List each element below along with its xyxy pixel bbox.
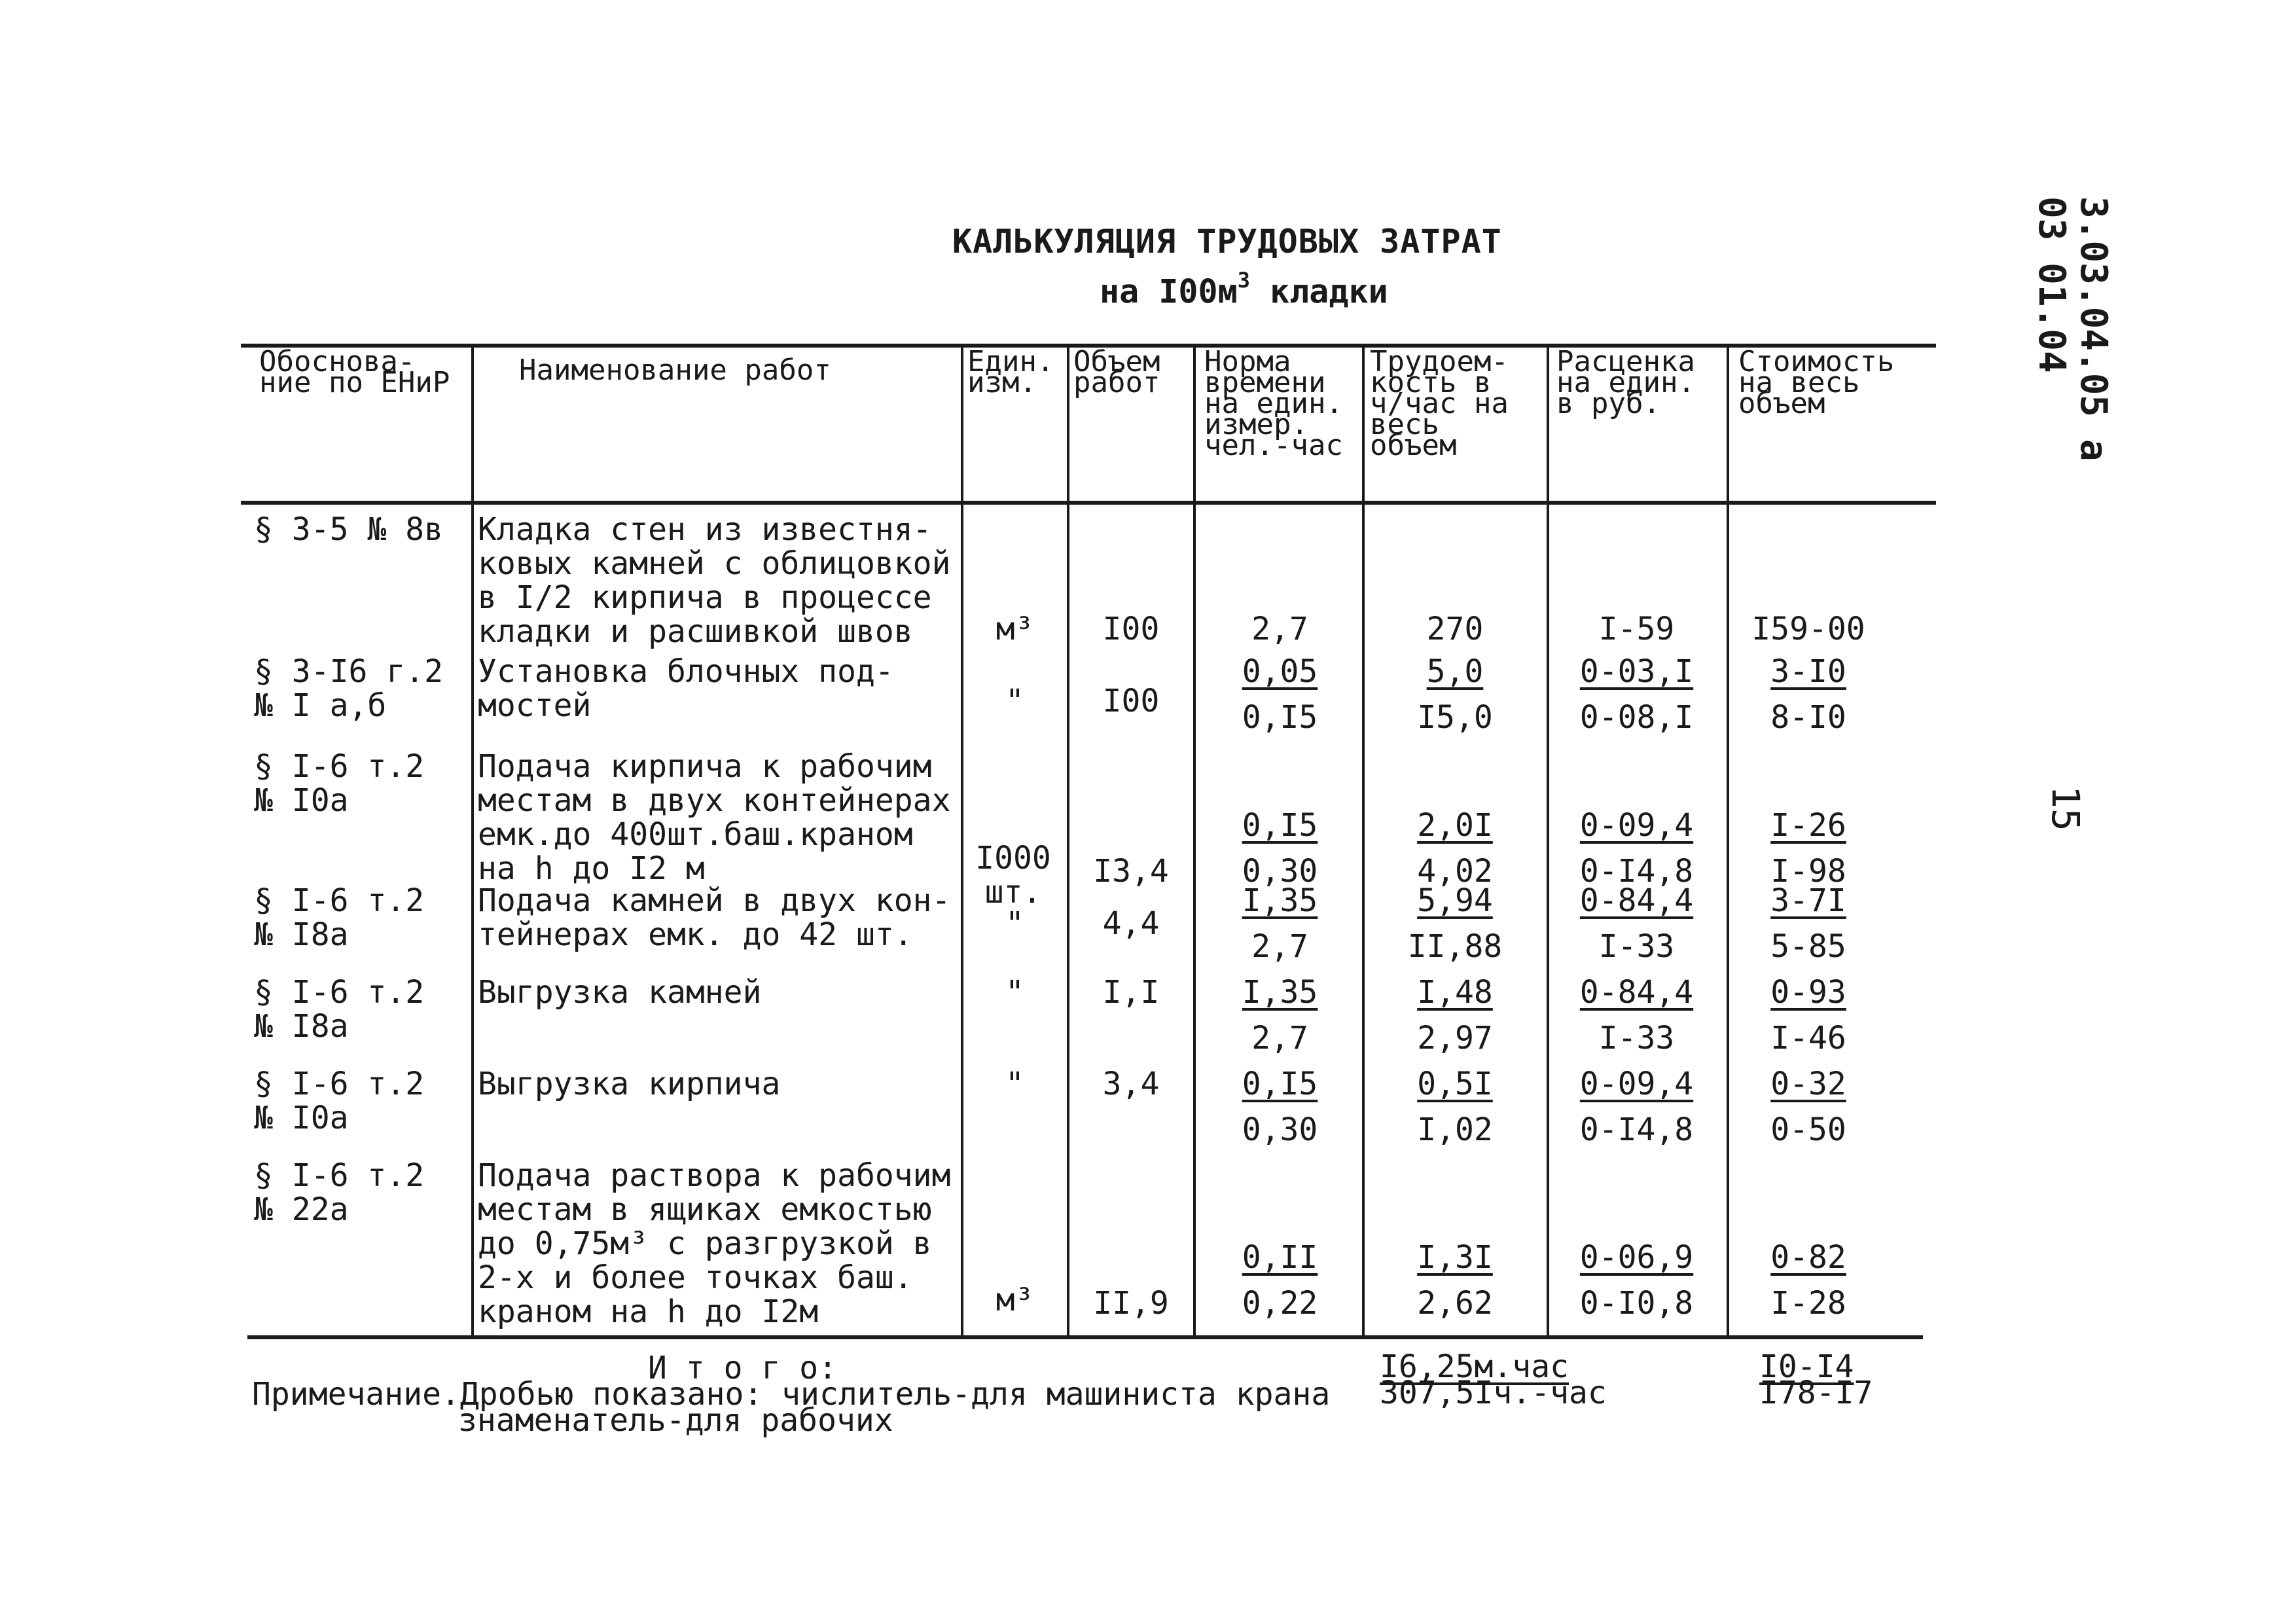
row-5-rate-denominator: I-33 — [1598, 1020, 1675, 1056]
row-4-work: Подача камней в двух кон- тейнерах емк. до 42 шт. — [478, 882, 951, 953]
row-4-rate — [1550, 884, 1723, 964]
row-6-rate-numerator: 0-09,4 — [1579, 1066, 1694, 1102]
subtitle-suffix: кладки — [1249, 272, 1388, 311]
row-4-cost-numerator: 3-7I — [1770, 882, 1846, 919]
column-divider — [471, 344, 474, 1337]
row-2-work: Установка блочных под- мостей — [478, 653, 894, 724]
row-4-unit: " — [1005, 905, 1024, 942]
row-1-unit: м³ — [996, 611, 1034, 647]
row-3-norm-denominator: 0,30 — [1242, 853, 1318, 890]
note-line-2: знаменатель-для рабочих — [458, 1402, 893, 1439]
row-4-cost — [1730, 884, 1887, 964]
row-1-work: Кладка стен из известня- ковых камней с облицовкой в I/2 кирпича в процессе кладки и расшивкой швов — [478, 511, 951, 650]
column-divider — [1067, 344, 1069, 1337]
row-2-norm — [1200, 655, 1360, 734]
row-4-basis: § I-6 т.2 № I8а — [254, 882, 425, 953]
row-5-basis: § I-6 т.2 № I8а — [254, 974, 425, 1045]
row-3-norm-numerator: 0,I5 — [1242, 807, 1318, 844]
header-cost: Стоимость на весь объем — [1738, 345, 1895, 420]
row-5-volume: I,I — [1102, 974, 1160, 1011]
row-3-unit: I000 шт. — [975, 840, 1051, 911]
row-2-cost-denominator: 8-I0 — [1770, 699, 1846, 736]
row-3-norm — [1200, 808, 1360, 888]
row-6-cost-numerator: 0-32 — [1770, 1066, 1846, 1102]
column-divider — [1362, 344, 1365, 1337]
row-6-cost — [1730, 1067, 1887, 1147]
document-subtitle — [1100, 268, 1388, 311]
row-7-rate-denominator: 0-I0,8 — [1579, 1285, 1694, 1322]
row-3-basis: § I-6 т.2 № I0а — [254, 748, 425, 819]
document-code — [2016, 196, 2134, 537]
row-3-cost-denominator: I-98 — [1770, 853, 1846, 890]
row-4-norm-numerator: I,35 — [1242, 882, 1318, 919]
row-4-rate-numerator: 0-84,4 — [1579, 882, 1694, 919]
row-6-labor-numerator: 0,5I — [1417, 1066, 1493, 1102]
total-label: И т о г о: — [648, 1350, 837, 1386]
row-6-norm-numerator: 0,I5 — [1242, 1066, 1318, 1102]
column-divider — [1547, 344, 1549, 1337]
row-2-rate-numerator: 0-03,I — [1579, 653, 1694, 690]
header-norm: Норма времени на един. измер. чел.-час — [1204, 345, 1343, 462]
row-5-norm — [1200, 975, 1360, 1055]
row-3-cost — [1730, 808, 1887, 888]
row-5-labor-numerator: I,48 — [1417, 974, 1493, 1011]
row-6-work: Выгрузка кирпича — [478, 1066, 781, 1102]
row-2-labor-denominator: I5,0 — [1417, 699, 1493, 736]
row-6-labor-denominator: I,02 — [1417, 1111, 1493, 1148]
row-2-volume: I00 — [1102, 683, 1160, 719]
row-1-labor: 270 — [1426, 611, 1484, 647]
row-7-cost — [1730, 1240, 1887, 1320]
row-6-norm-denominator: 0,30 — [1242, 1111, 1318, 1148]
header-labor: Трудоем- кость в ч/час на весь объем — [1370, 345, 1509, 462]
row-6-basis: § I-6 т.2 № I0а — [254, 1066, 425, 1136]
total-labor-workers: 307,5Iч.-час — [1380, 1375, 1607, 1411]
row-3-rate — [1550, 808, 1723, 888]
row-3-volume: I3,4 — [1093, 853, 1169, 890]
row-2-basis: § 3-I6 г.2 № I а,б — [254, 653, 443, 724]
row-3-labor-denominator: 4,02 — [1417, 853, 1493, 890]
row-2-cost-numerator: 3-I0 — [1770, 653, 1846, 690]
row-6-norm — [1200, 1067, 1360, 1147]
row-7-rate — [1550, 1240, 1723, 1320]
row-4-norm-denominator: 2,7 — [1251, 928, 1308, 965]
row-2-unit: " — [1005, 683, 1024, 719]
row-5-unit: " — [1005, 974, 1024, 1011]
note-line-1: Примечание.Дробью показано: числитель-для машиниста крана — [252, 1376, 1331, 1413]
row-6-rate — [1550, 1067, 1723, 1147]
row-5-rate-numerator: 0-84,4 — [1579, 974, 1694, 1011]
row-6-volume: 3,4 — [1102, 1066, 1160, 1102]
row-3-rate-numerator: 0-09,4 — [1579, 807, 1694, 844]
total-cost — [1759, 1348, 1873, 1411]
page-number: 15 — [2043, 785, 2088, 831]
row-4-volume: 4,4 — [1102, 905, 1160, 942]
row-4-norm — [1200, 884, 1360, 964]
row-3-rate-denominator: 0-I4,8 — [1579, 853, 1694, 890]
row-7-labor — [1367, 1240, 1543, 1320]
document-title: КАЛЬКУЛЯЦИЯ ТРУДОВЫХ ЗАТРАТ — [952, 223, 1502, 261]
row-6-labor — [1367, 1067, 1543, 1147]
row-5-work: Выгрузка камней — [478, 974, 762, 1011]
row-1-cost: I59-00 — [1751, 611, 1865, 647]
subtitle-superscript: 3 — [1237, 268, 1250, 293]
header-rate: Расценка на един. в руб. — [1556, 345, 1695, 420]
row-7-work: Подача раствора к рабочим местам в ящиках емкостью до 0,75м³ с разгрузкой в 2-х и более точках баш. краном на h до I2м — [478, 1157, 951, 1330]
row-7-norm-denominator: 0,22 — [1242, 1285, 1318, 1322]
row-6-unit: " — [1005, 1066, 1024, 1102]
row-4-cost-denominator: 5-85 — [1770, 928, 1846, 965]
total-labor-machinist: I6,25м.час — [1380, 1348, 1569, 1385]
row-7-unit: м³ — [996, 1282, 1034, 1318]
row-5-rate — [1550, 975, 1723, 1055]
row-4-labor — [1367, 884, 1543, 964]
table-bottom-rule — [247, 1335, 1923, 1339]
row-7-labor-denominator: 2,62 — [1417, 1285, 1493, 1322]
total-cost-machinist: I0-I4 — [1759, 1348, 1854, 1385]
subtitle-prefix: на I00м — [1100, 272, 1238, 311]
row-5-norm-numerator: I,35 — [1242, 974, 1318, 1011]
row-7-norm — [1200, 1240, 1360, 1320]
total-labor — [1380, 1348, 1607, 1411]
row-7-basis: § I-6 т.2 № 22а — [254, 1157, 425, 1228]
header-volume: Объем работ — [1073, 345, 1160, 399]
row-3-cost-numerator: I-26 — [1770, 807, 1846, 844]
row-7-norm-numerator: 0,II — [1242, 1239, 1318, 1276]
row-5-norm-denominator: 2,7 — [1251, 1020, 1308, 1056]
row-2-norm-denominator: 0,I5 — [1242, 699, 1318, 736]
column-divider — [961, 344, 963, 1337]
row-2-norm-numerator: 0,05 — [1242, 653, 1318, 690]
header-work: Наименование работ — [519, 353, 831, 387]
row-5-labor-denominator: 2,97 — [1417, 1020, 1493, 1056]
row-4-labor-numerator: 5,94 — [1417, 882, 1493, 919]
row-3-work: Подача кирпича к рабочим местам в двух контейнерах емк.до 400шт.баш.краном на h до I2 м — [478, 748, 951, 887]
row-3-labor-numerator: 2,0I — [1417, 807, 1493, 844]
row-5-cost-numerator: 0-93 — [1770, 974, 1846, 1011]
total-cost-workers: I78-I7 — [1759, 1375, 1873, 1411]
row-7-cost-numerator: 0-82 — [1770, 1239, 1846, 1276]
row-3-labor — [1367, 808, 1543, 888]
row-7-cost-denominator: I-28 — [1770, 1285, 1846, 1322]
row-6-rate-denominator: 0-I4,8 — [1579, 1111, 1694, 1148]
column-divider — [1193, 344, 1196, 1337]
row-2-cost — [1730, 655, 1887, 734]
document-code-line2: 03 01.04 — [2030, 196, 2073, 373]
row-1-rate: I-59 — [1598, 611, 1675, 647]
row-1-volume: I00 — [1102, 611, 1160, 647]
row-5-labor — [1367, 975, 1543, 1055]
header-unit: Един. изм. — [967, 345, 1054, 399]
labor-cost-table — [241, 337, 1936, 1339]
row-6-cost-denominator: 0-50 — [1770, 1111, 1846, 1148]
document-code-line1: 3.03.04.05 а — [2072, 196, 2115, 461]
header-bottom-rule — [241, 501, 1936, 505]
row-1-basis: § 3-5 № 8в — [254, 511, 443, 548]
row-2-labor — [1367, 655, 1543, 734]
header-basis: Обоснова- ние по ЕНиР — [259, 345, 450, 399]
row-1-norm: 2,7 — [1251, 611, 1308, 647]
row-7-volume: II,9 — [1093, 1285, 1169, 1322]
row-4-rate-denominator: I-33 — [1598, 928, 1675, 965]
row-2-labor-numerator: 5,0 — [1426, 653, 1484, 690]
row-7-rate-numerator: 0-06,9 — [1579, 1239, 1694, 1276]
row-5-cost-denominator: I-46 — [1770, 1020, 1846, 1056]
row-4-labor-denominator: II,88 — [1407, 928, 1503, 965]
row-7-labor-numerator: I,3I — [1417, 1239, 1493, 1276]
row-5-cost — [1730, 975, 1887, 1055]
row-2-rate — [1550, 655, 1723, 734]
row-2-rate-denominator: 0-08,I — [1579, 699, 1694, 736]
column-divider — [1727, 344, 1729, 1337]
